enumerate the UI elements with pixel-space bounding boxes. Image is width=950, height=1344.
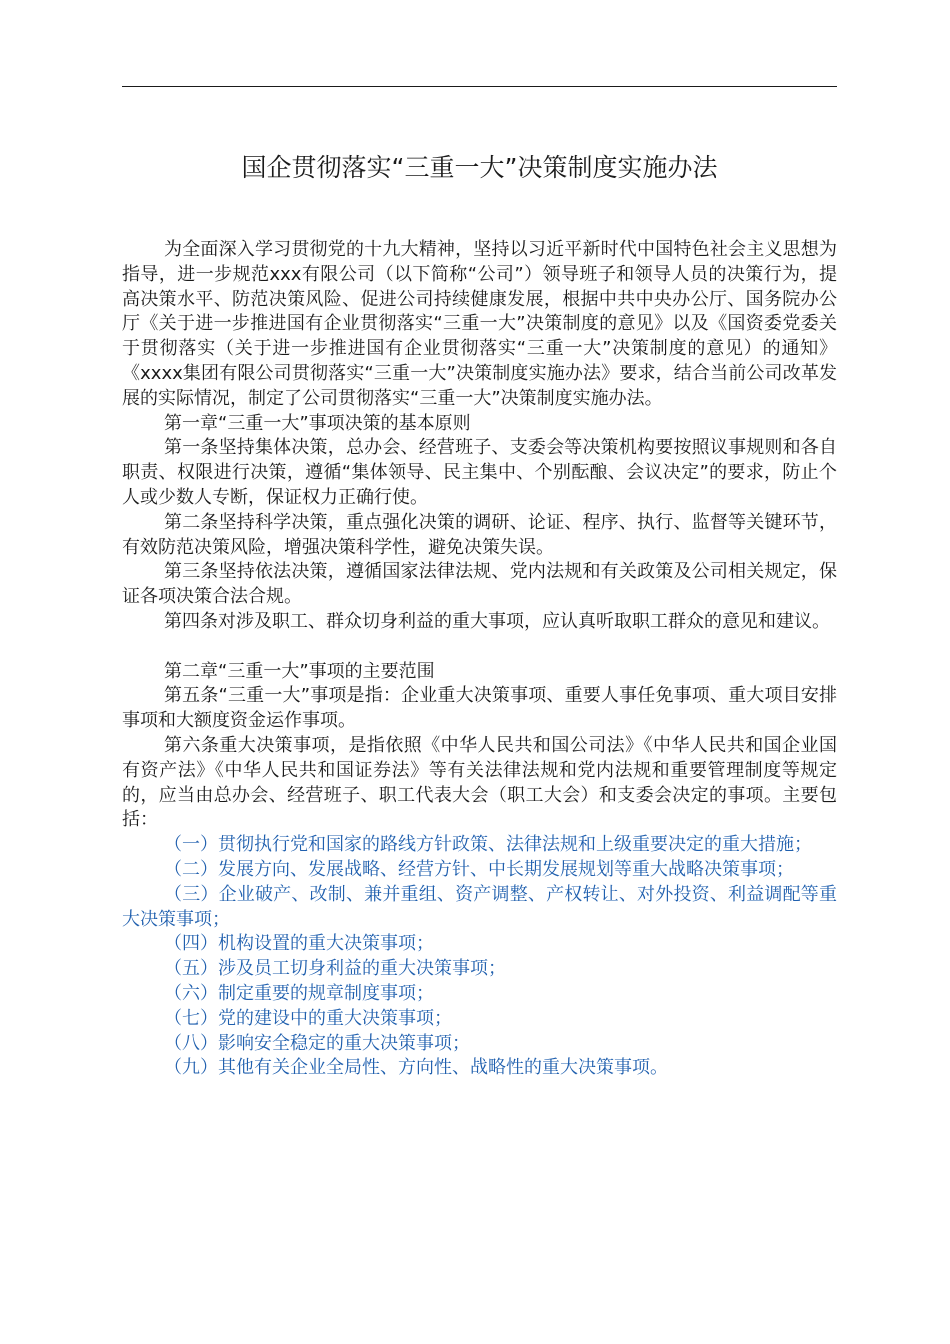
intro-paragraph: 为全面深入学习贯彻党的十九大精神，坚持以习近平新时代中国特色社会主义思想为指导，进一步规范xxx有限公司（以下简称“公司”）领导班子和领导人员的决策行为，提高决策水平、防范决策风险、促进公司持续健康发展，根据中共中央办公厅、国务院办公厅《关于进一步推进国有企业贯彻落实“三重一大”决策制度的意见》以及《国资委党委关于贯彻落实（关于进一步推进国有企业贯彻落实“三重一大”决策制度的意见）的通知》《xxxx集团有限公司贯彻落实“三重一大”决策制度实施办法》要求，结合当前公司改革发展的实际情况，制定了公司贯彻落实“三重一大”决策制度实施办法。 xyxy=(122,239,837,409)
article-3: 第三条坚持依法决策，遵循国家法律法规、党内法规和有关政策及公司相关规定，保证各项决策合法合规。 xyxy=(122,561,837,608)
chapter-1-heading: 第一章“三重一大”事项决策的基本原则 xyxy=(164,412,471,434)
header-rule xyxy=(122,86,837,87)
list-item-3: （三）企业破产、改制、兼并重组、资产调整、产权转让、对外投资、利益调配等重大决策事项； xyxy=(122,883,837,930)
article-6: 第六条重大决策事项，是指依照《中华人民共和国公司法》《中华人民共和国企业国有资产法》《中华人民共和国证券法》等有关法律法规和党内法规和重要管理制度等规定的，应当由总办会、经营班子、职工代表大会（职工大会）和支委会决定的事项。主要包括： xyxy=(122,734,837,831)
article-4: 第四条对涉及职工、群众切身利益的重大事项，应认真听取职工群众的意见和建议。 xyxy=(164,610,830,632)
list-item-7: （七）党的建设中的重大决策事项； xyxy=(164,1007,452,1029)
list-item-5: （五）涉及员工切身利益的重大决策事项； xyxy=(164,958,506,980)
chapter-2-heading: 第二章“三重一大”事项的主要范围 xyxy=(164,660,435,682)
article-5: 第五条“三重一大”事项是指：企业重大决策事项、重要人事任免事项、重大项目安排事项和大额度资金运作事项。 xyxy=(122,685,837,732)
list-item-4: （四）机构设置的重大决策事项； xyxy=(164,933,434,955)
article-1: 第一条坚持集体决策，总办会、经营班子、支委会等决策机构要按照议事规则和各自职责、权限进行决策，遵循“集体领导、民主集中、个别酝酿、会议决定”的要求，防止个人或少数人专断，保证权力正确行使。 xyxy=(122,437,837,508)
document-title: 国企贯彻落实“三重一大”决策制度实施办法 xyxy=(241,153,718,182)
list-item-6: （六）制定重要的规章制度事项； xyxy=(164,982,434,1004)
list-item-2: （二）发展方向、发展战略、经营方针、中长期发展规划等重大战略决策事项； xyxy=(164,858,794,880)
article-2: 第二条坚持科学决策，重点强化决策的调研、论证、程序、执行、监督等关键环节，有效防范决策风险，增强决策科学性，避免决策失误。 xyxy=(122,511,837,558)
list-item-1: （一）贯彻执行党和国家的路线方针政策、法律法规和上级重要决定的重大措施； xyxy=(164,834,812,856)
list-item-9: （九）其他有关企业全局性、方向性、战略性的重大决策事项。 xyxy=(164,1057,668,1079)
document-body xyxy=(122,238,837,1081)
section-gap xyxy=(122,635,837,660)
list-item-8: （八）影响安全稳定的重大决策事项； xyxy=(164,1032,470,1054)
